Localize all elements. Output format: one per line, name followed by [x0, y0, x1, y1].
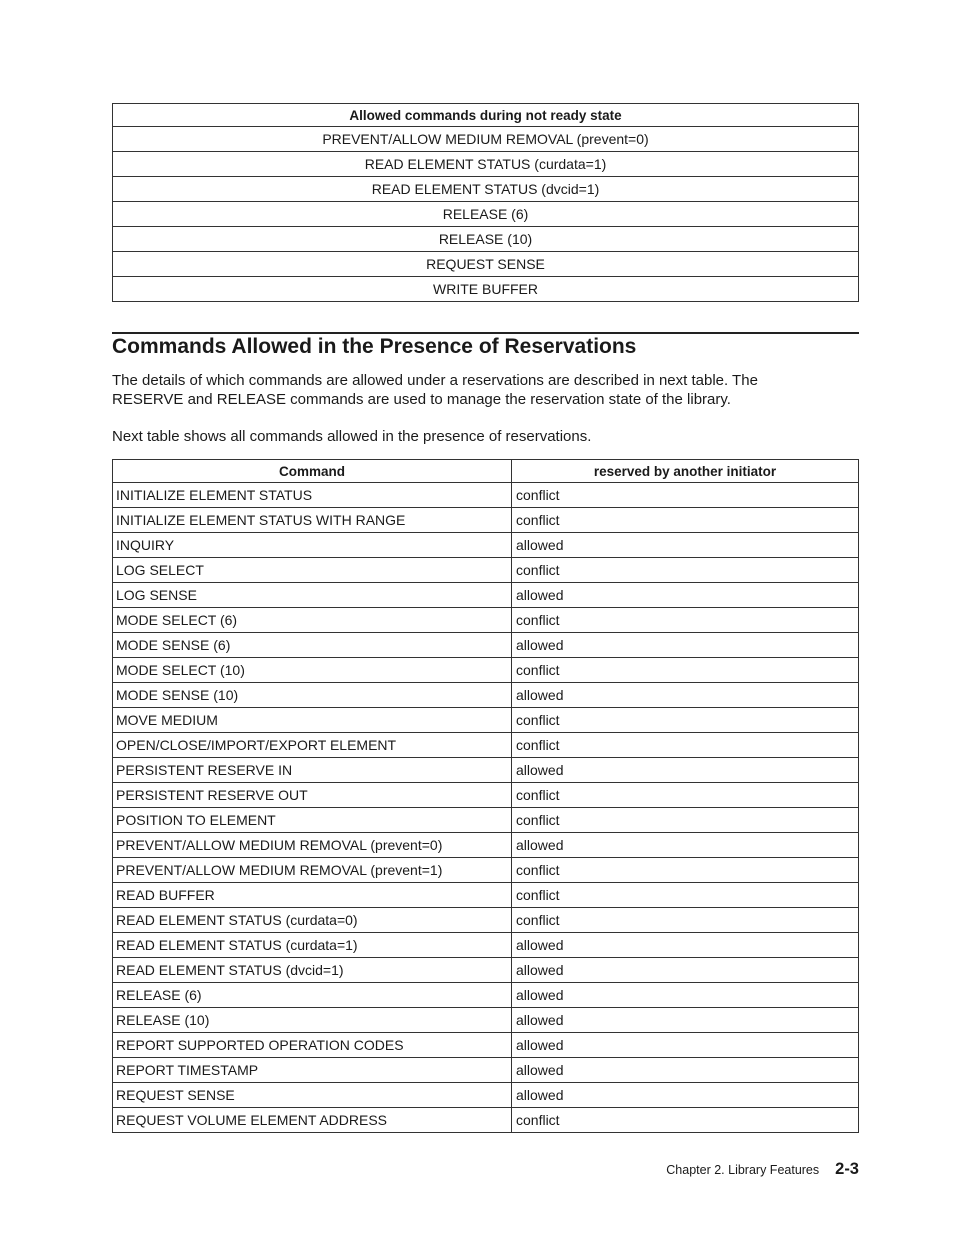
command-cell: OPEN/CLOSE/IMPORT/EXPORT ELEMENT [113, 733, 512, 758]
reservation-status-cell: conflict [512, 858, 859, 883]
reservation-status-cell: allowed [512, 1033, 859, 1058]
reservation-status-cell: conflict [512, 483, 859, 508]
command-cell: REQUEST VOLUME ELEMENT ADDRESS [113, 1108, 512, 1133]
table-row [113, 908, 859, 933]
page-number: 2-3 [835, 1160, 859, 1178]
table-row [113, 1008, 859, 1033]
table-intro-paragraph: Next table shows all commands allowed in the presence of reservations. [112, 428, 592, 445]
table-body [113, 127, 859, 302]
page-footer [666, 1160, 859, 1179]
table-row [113, 558, 859, 583]
reservation-status-cell: allowed [512, 833, 859, 858]
table-header-cell: Allowed commands during not ready state [113, 104, 859, 127]
table-row [113, 508, 859, 533]
command-cell: PERSISTENT RESERVE IN [113, 758, 512, 783]
command-cell: INITIALIZE ELEMENT STATUS WITH RANGE [113, 508, 512, 533]
table-row [113, 958, 859, 983]
table-body [113, 483, 859, 1133]
reservation-status-cell: allowed [512, 1008, 859, 1033]
command-cell: READ BUFFER [113, 883, 512, 908]
command-cell: READ ELEMENT STATUS (curdata=1) [113, 933, 512, 958]
table-row [113, 733, 859, 758]
reservation-status-cell: allowed [512, 533, 859, 558]
table-row [113, 277, 859, 302]
reservation-status-cell: allowed [512, 633, 859, 658]
reservation-status-cell: allowed [512, 583, 859, 608]
table-row [113, 1058, 859, 1083]
command-cell: MODE SELECT (6) [113, 608, 512, 633]
reservation-status-cell: conflict [512, 608, 859, 633]
reservation-status-cell: conflict [512, 708, 859, 733]
command-cell: INITIALIZE ELEMENT STATUS [113, 483, 512, 508]
table-row [113, 658, 859, 683]
command-column-header: Command [113, 460, 512, 483]
table-row [113, 608, 859, 633]
table-row [113, 858, 859, 883]
reservation-commands-table [112, 459, 859, 1133]
table-row [113, 933, 859, 958]
section-divider [112, 332, 859, 334]
command-cell: PREVENT/ALLOW MEDIUM REMOVAL (prevent=0) [113, 833, 512, 858]
intro-paragraph: The details of which commands are allowed under a reservations are described in next table. The RESERVE and RELEASE commands are used to manage the reservation state of the library. [112, 372, 758, 408]
table-row [113, 1033, 859, 1058]
reservation-status-cell: conflict [512, 908, 859, 933]
command-cell: PREVENT/ALLOW MEDIUM REMOVAL (prevent=0) [113, 127, 859, 152]
chapter-label: Chapter 2. Library Features [666, 1163, 820, 1177]
command-cell: READ ELEMENT STATUS (curdata=0) [113, 908, 512, 933]
reservation-column-header: reserved by another initiator [512, 460, 859, 483]
command-cell: POSITION TO ELEMENT [113, 808, 512, 833]
table-row [113, 227, 859, 252]
command-cell: READ ELEMENT STATUS (dvcid=1) [113, 177, 859, 202]
table-header-row [113, 104, 859, 127]
table-row [113, 1083, 859, 1108]
table-row [113, 127, 859, 152]
command-cell: MODE SELECT (10) [113, 658, 512, 683]
table-row [113, 708, 859, 733]
command-cell: REQUEST SENSE [113, 252, 859, 277]
reservation-status-cell: conflict [512, 658, 859, 683]
section-title: Commands Allowed in the Presence of Reservations [112, 335, 637, 358]
command-cell: RELEASE (10) [113, 1008, 512, 1033]
table-row [113, 252, 859, 277]
command-cell: READ ELEMENT STATUS (curdata=1) [113, 152, 859, 177]
reservation-status-cell: conflict [512, 733, 859, 758]
command-cell: WRITE BUFFER [113, 277, 859, 302]
reservation-status-cell: conflict [512, 808, 859, 833]
command-cell: LOG SENSE [113, 583, 512, 608]
command-cell: MODE SENSE (6) [113, 633, 512, 658]
command-cell: PREVENT/ALLOW MEDIUM REMOVAL (prevent=1) [113, 858, 512, 883]
command-cell: REPORT TIMESTAMP [113, 1058, 512, 1083]
command-cell: MODE SENSE (10) [113, 683, 512, 708]
table-row [113, 683, 859, 708]
table-row [113, 483, 859, 508]
table-row [113, 533, 859, 558]
table-row [113, 758, 859, 783]
table-row [113, 808, 859, 833]
command-cell: INQUIRY [113, 533, 512, 558]
reservation-status-cell: allowed [512, 958, 859, 983]
reservation-status-cell: conflict [512, 1108, 859, 1133]
command-cell: PERSISTENT RESERVE OUT [113, 783, 512, 808]
reservation-status-cell: allowed [512, 1058, 859, 1083]
table-row [113, 152, 859, 177]
reservation-status-cell: allowed [512, 933, 859, 958]
command-cell: RELEASE (10) [113, 227, 859, 252]
table-row [113, 177, 859, 202]
table-header-row [113, 460, 859, 483]
reservation-status-cell: conflict [512, 783, 859, 808]
reservation-status-cell: conflict [512, 508, 859, 533]
table-row [113, 883, 859, 908]
table-row [113, 633, 859, 658]
table-row [113, 983, 859, 1008]
reservation-status-cell: allowed [512, 983, 859, 1008]
table-row [113, 583, 859, 608]
command-cell: MOVE MEDIUM [113, 708, 512, 733]
command-cell: LOG SELECT [113, 558, 512, 583]
reservation-status-cell: conflict [512, 558, 859, 583]
reservation-status-cell: allowed [512, 683, 859, 708]
table-row [113, 1108, 859, 1133]
command-cell: RELEASE (6) [113, 983, 512, 1008]
reservation-status-cell: allowed [512, 1083, 859, 1108]
command-cell: READ ELEMENT STATUS (dvcid=1) [113, 958, 512, 983]
command-cell: REQUEST SENSE [113, 1083, 512, 1108]
table-row [113, 833, 859, 858]
command-cell: REPORT SUPPORTED OPERATION CODES [113, 1033, 512, 1058]
reservation-status-cell: allowed [512, 758, 859, 783]
not-ready-commands-table [112, 103, 859, 302]
command-cell: RELEASE (6) [113, 202, 859, 227]
table-row [113, 783, 859, 808]
reservation-status-cell: conflict [512, 883, 859, 908]
table-row [113, 202, 859, 227]
